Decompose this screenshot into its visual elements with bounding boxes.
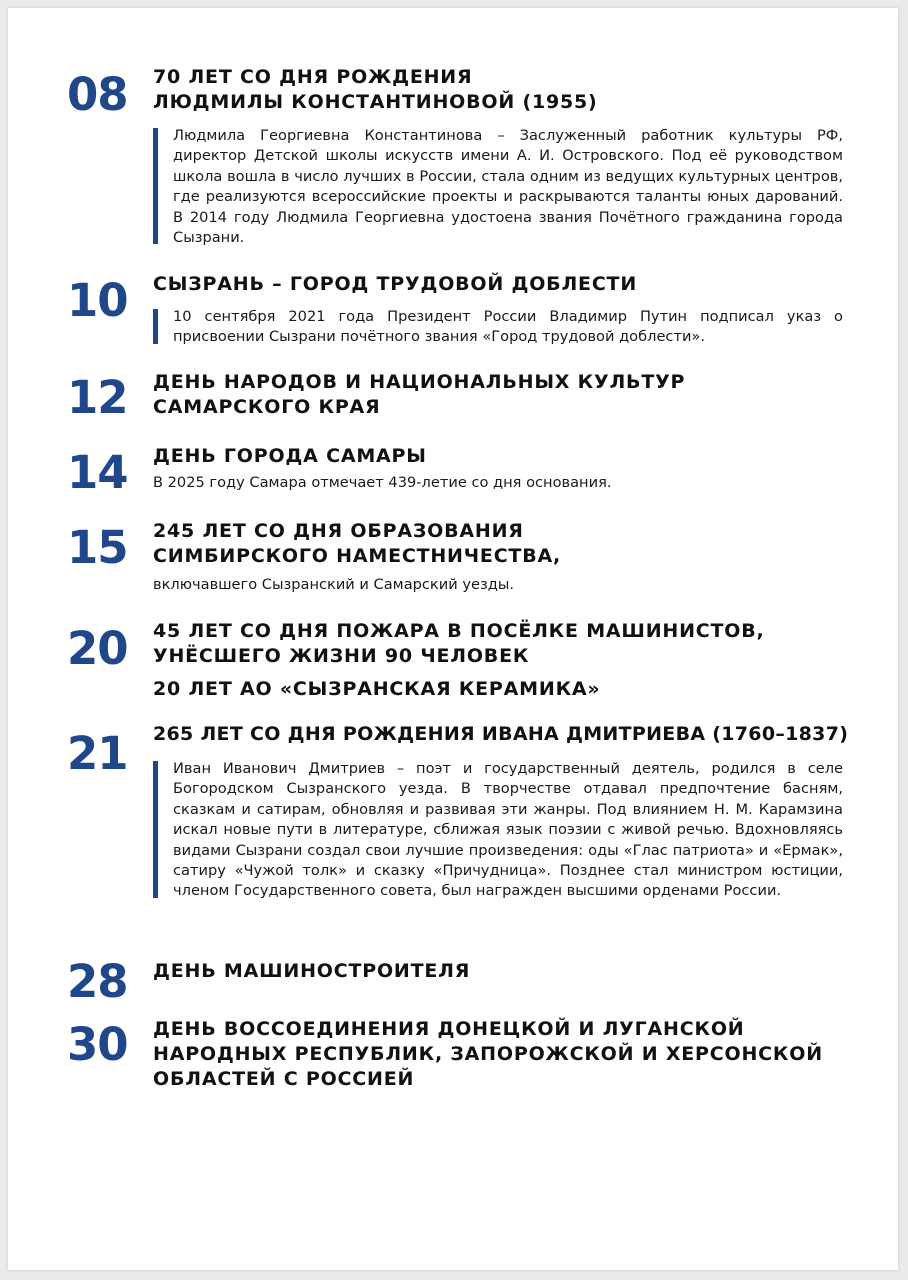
entry-note: В 2025 году Самара отмечает 439-летие со дня основания.	[153, 474, 612, 491]
entry-body	[153, 65, 843, 248]
entry-title-line: СЫЗРАНЬ – ГОРОД ТРУДОВОЙ ДОБЛЕСТИ	[153, 273, 638, 295]
entry-day-number: 15	[67, 521, 128, 574]
entry-day-number: 10	[67, 274, 128, 327]
entry-title-line: СИМБИРСКОГО НАМЕСТНИЧЕСТВА,	[153, 545, 562, 567]
accent-bar	[153, 761, 158, 898]
entry-description-block	[153, 307, 843, 348]
entry-title-line: ДЕНЬ ВОССОЕДИНЕНИЯ ДОНЕЦКОЙ И ЛУГАНСКОЙ	[153, 1018, 745, 1040]
entry-day-number: 28	[67, 955, 128, 1008]
entry-title-line: 245 ЛЕТ СО ДНЯ ОБРАЗОВАНИЯ	[153, 520, 524, 542]
entry-title-line: САМАРСКОГО КРАЯ	[153, 396, 381, 418]
entry-title-line: ОБЛАСТЕЙ С РОССИЕЙ	[153, 1068, 415, 1090]
entry-body	[153, 619, 843, 702]
entry-body	[153, 959, 843, 984]
entry-body	[153, 1017, 843, 1092]
entry-day-number: 30	[67, 1018, 128, 1071]
entry-body	[153, 722, 849, 902]
page-sheet	[8, 8, 898, 1270]
entry-title-line: ДЕНЬ ГОРОДА САМАРЫ	[153, 445, 427, 467]
entry-day-number: 08	[67, 68, 128, 121]
entry-description-block	[153, 126, 843, 248]
entry-day-number: 21	[67, 727, 128, 780]
entry-extra-title: 20 ЛЕТ АО «СЫЗРАНСКАЯ КЕРАМИКА»	[153, 678, 601, 700]
entry-day-number: 14	[67, 446, 128, 499]
entry-title-line: УНЁСШЕГО ЖИЗНИ 90 ЧЕЛОВЕК	[153, 645, 530, 667]
entry-title-line: ДЕНЬ МАШИНОСТРОИТЕЛЯ	[153, 960, 471, 982]
entry-day-number: 20	[67, 622, 128, 675]
entry-body	[153, 370, 843, 420]
entry-description: Иван Иванович Дмитриев – поэт и государственный деятель, родился в селе Богородском Сызранского уезда. В творчестве отдавал предпочтение басням, сказкам и сатирам, обновляя и развивая эти жанры. Под влиянием Н. М. Карамзина искал новые пути в литературе, сближая язык поэзии с живой речью. Вдохновляясь видами Сызрани создал свои лучшие произведения: оды «Глас патриота» и «Ермак», сатиру «Чужой толк» и сказку «Причудница». Позднее стал министром юстиции, членом Государственного совета, был награжден высшими орденами России.	[173, 760, 843, 900]
entry-description: Людмила Георгиевна Константинова – Заслуженный работник культуры РФ, директор Детской школы искусств имени А. И. Островского. Под её руководством школа вошла в число лучших в России, стала одним из ведущих культурных центров, где реализуются всероссийские проекты и раскрываются таланты юных дарований. В 2014 году Людмила Георгиевна удостоена звания Почётного гражданина города Сызрани.	[173, 127, 843, 247]
entry-title-line: ЛЮДМИЛЫ КОНСТАНТИНОВОЙ (1955)	[153, 91, 598, 113]
entry-body	[153, 519, 843, 595]
entry-title-line: 45 ЛЕТ СО ДНЯ ПОЖАРА В ПОСЁЛКЕ МАШИНИСТОВ,	[153, 620, 765, 642]
entry-note: включавшего Сызранский и Самарский уезды.	[153, 576, 514, 593]
entry-title-line: НАРОДНЫХ РЕСПУБЛИК, ЗАПОРОЖСКОЙ И ХЕРСОНСКОЙ	[153, 1043, 823, 1065]
accent-bar	[153, 128, 158, 244]
entry-body	[153, 444, 843, 493]
entry-description: 10 сентября 2021 года Президент России Владимир Путин подписал указ о присвоении Сызрани почётного звания «Город трудовой доблести».	[173, 308, 843, 346]
entry-title-line: 265 ЛЕТ СО ДНЯ РОЖДЕНИЯ ИВАНА ДМИТРИЕВА (1760–1837)	[153, 723, 849, 745]
entry-title-line: 70 ЛЕТ СО ДНЯ РОЖДЕНИЯ	[153, 66, 473, 88]
entry-body	[153, 272, 843, 348]
accent-bar	[153, 309, 158, 344]
entry-description-block	[153, 759, 843, 902]
entry-title-line: ДЕНЬ НАРОДОВ И НАЦИОНАЛЬНЫХ КУЛЬТУР	[153, 371, 686, 393]
entry-day-number: 12	[67, 371, 128, 424]
